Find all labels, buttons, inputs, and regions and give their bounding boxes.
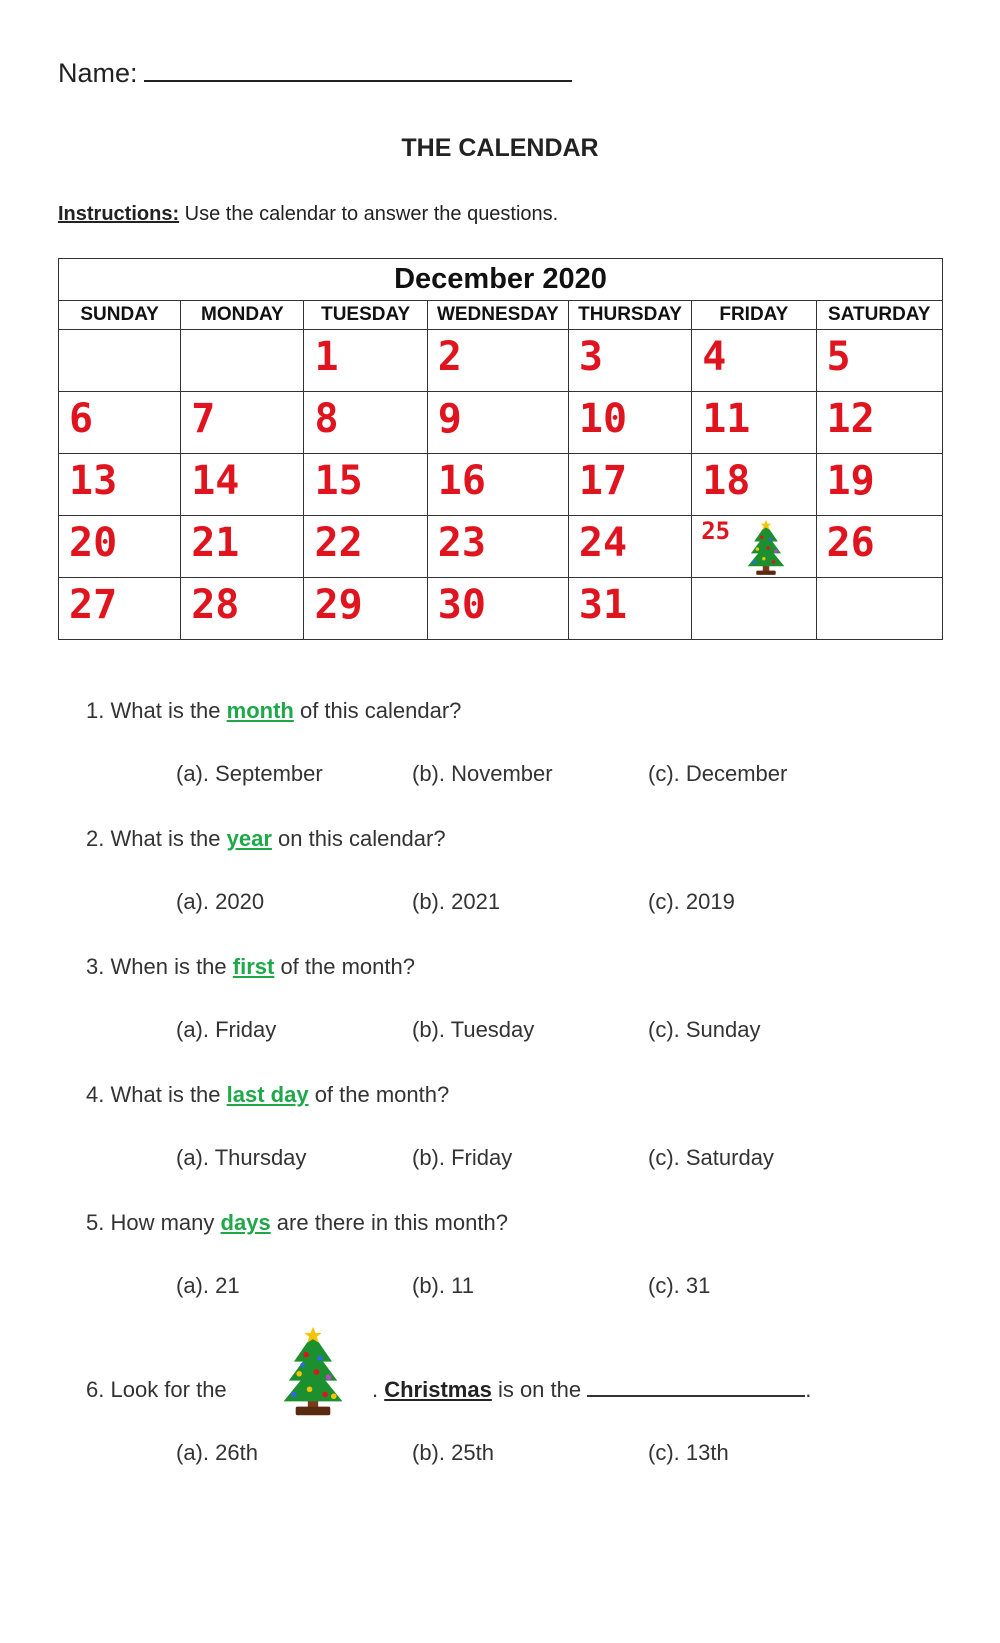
option-3c[interactable]: (c). Sunday <box>648 1017 761 1042</box>
day-cell <box>59 516 181 578</box>
weekday-header: TUESDAY <box>304 301 427 330</box>
day-cell <box>568 330 691 392</box>
day-number: 10 <box>578 396 628 442</box>
calendar-week <box>59 578 943 640</box>
name-blank-line[interactable] <box>144 60 572 82</box>
day-cell <box>427 578 568 640</box>
day-number: 20 <box>69 520 118 566</box>
option-1a[interactable]: (a). September <box>176 761 323 786</box>
weekday-header: SUNDAY <box>59 301 181 330</box>
day-number <box>692 578 815 584</box>
day-number <box>59 330 180 336</box>
option-5c[interactable]: (c). 31 <box>648 1273 711 1298</box>
day-number <box>181 330 303 336</box>
question-text: . <box>805 1377 812 1402</box>
day-number: 29 <box>314 582 363 628</box>
question-text: of this calendar? <box>293 698 462 723</box>
question-text: Look for the <box>110 1377 227 1402</box>
day-cell <box>568 454 691 516</box>
question-2 <box>86 826 446 852</box>
day-cell <box>568 392 691 454</box>
calendar-table <box>58 258 943 640</box>
day-cell <box>692 392 816 454</box>
day-number: 7 <box>191 396 216 442</box>
day-number: 11 <box>702 396 751 442</box>
option-5b[interactable]: (b). 11 <box>412 1273 474 1298</box>
day-cell <box>427 454 568 516</box>
day-number: 4 <box>702 334 727 380</box>
day-number: 3 <box>578 334 604 380</box>
day-cell <box>568 578 691 640</box>
question-number: 4. <box>86 1082 105 1107</box>
day-number: 27 <box>69 582 118 628</box>
day-cell <box>59 392 181 454</box>
day-number: 5 <box>826 334 851 380</box>
question-text: of the month? <box>274 954 415 979</box>
question-text: on this calendar? <box>271 826 446 851</box>
day-number: 1 <box>314 334 339 380</box>
option-1c[interactable]: (c). December <box>648 761 788 786</box>
option-4a[interactable]: (a). Thursday <box>176 1145 307 1170</box>
question-number: 3. <box>86 954 105 979</box>
day-cell <box>304 330 427 392</box>
question-text: What is the <box>110 1082 227 1107</box>
day-cell <box>181 516 304 578</box>
day-number: 16 <box>437 458 486 504</box>
christmas-tree-icon <box>270 1327 356 1417</box>
question-5 <box>86 1210 508 1236</box>
weekday-header: WEDNESDAY <box>427 301 568 330</box>
weekday-header: THURSDAY <box>568 301 691 330</box>
day-number: 14 <box>191 458 240 504</box>
day-number: 12 <box>826 396 875 442</box>
question-text: How many <box>110 1210 221 1235</box>
day-cell <box>181 392 304 454</box>
option-4c[interactable]: (c). Saturday <box>648 1145 774 1170</box>
option-6b[interactable]: (b). 25th <box>412 1440 494 1465</box>
answer-blank-line[interactable] <box>587 1377 805 1397</box>
day-number: 28 <box>191 582 240 628</box>
day-cell <box>427 330 568 392</box>
option-1b[interactable]: (b). November <box>412 761 553 786</box>
question-text: When is the <box>110 954 233 979</box>
question-keyword: last day <box>226 1082 309 1107</box>
option-2a[interactable]: (a). 2020 <box>176 889 265 914</box>
option-5a[interactable]: (a). 21 <box>176 1273 240 1298</box>
question-number: 5. <box>86 1210 105 1235</box>
option-6c[interactable]: (c). 13th <box>648 1440 729 1465</box>
question-keyword: first <box>232 954 275 979</box>
option-3b[interactable]: (b). Tuesday <box>412 1017 535 1042</box>
day-cell <box>568 516 691 578</box>
day-cell <box>692 578 816 640</box>
question-keyword: month <box>226 698 294 723</box>
day-cell <box>816 330 942 392</box>
day-cell <box>304 516 427 578</box>
day-number: 19 <box>826 458 875 504</box>
day-cell <box>816 516 942 578</box>
weekday-header: SATURDAY <box>816 301 942 330</box>
day-cell <box>692 454 816 516</box>
calendar-week <box>59 330 943 392</box>
option-4b[interactable]: (b). Friday <box>412 1145 513 1170</box>
day-cell <box>816 454 942 516</box>
question-text: . <box>372 1377 385 1402</box>
day-number: 2 <box>437 334 462 380</box>
question-keyword: Christmas <box>384 1377 492 1402</box>
question-text: are there in this month? <box>270 1210 508 1235</box>
instructions-text: Use the calendar to answer the questions. <box>179 203 559 225</box>
day-cell <box>181 330 304 392</box>
day-number: 21 <box>191 520 240 566</box>
day-number: 24 <box>578 520 628 566</box>
day-number: 15 <box>314 458 363 504</box>
question-text: of the month? <box>308 1082 450 1107</box>
instructions <box>58 203 558 226</box>
day-number: 22 <box>314 520 363 566</box>
day-cell <box>816 578 942 640</box>
day-number: 18 <box>702 458 751 504</box>
question-keyword: days <box>220 1210 271 1235</box>
calendar-month-year: December 2020 <box>59 259 943 301</box>
day-cell <box>427 392 568 454</box>
question-number: 1. <box>86 698 105 723</box>
instructions-label: Instructions: <box>58 203 180 225</box>
day-number: 17 <box>578 458 628 504</box>
day-number: 6 <box>69 396 94 442</box>
question-number: 6. <box>86 1377 105 1402</box>
question-1 <box>86 698 461 724</box>
day-number <box>817 578 942 584</box>
day-number: 30 <box>437 582 486 628</box>
day-number: 31 <box>578 582 628 628</box>
day-cell <box>304 578 427 640</box>
day-number: 26 <box>826 520 875 566</box>
calendar-week <box>59 516 943 578</box>
day-number: 9 <box>437 396 462 442</box>
weekday-header: FRIDAY <box>692 301 816 330</box>
day-cell <box>304 392 427 454</box>
question-3 <box>86 954 415 980</box>
question-number: 2. <box>86 826 105 851</box>
weekday-header: MONDAY <box>181 301 304 330</box>
question-text: What is the <box>110 698 227 723</box>
question-4 <box>86 1082 449 1108</box>
option-2c[interactable]: (c). 2019 <box>648 889 735 914</box>
day-cell <box>692 330 816 392</box>
name-field[interactable] <box>58 58 572 89</box>
christmas-day-cell <box>692 516 816 578</box>
day-cell <box>59 330 181 392</box>
question-text: What is the <box>110 826 227 851</box>
page-title: THE CALENDAR <box>401 134 599 162</box>
day-number: 13 <box>69 458 118 504</box>
calendar-week <box>59 454 943 516</box>
option-6a[interactable]: (a). 26th <box>176 1440 258 1465</box>
day-number: 23 <box>437 520 486 566</box>
question-6 <box>86 1377 227 1403</box>
day-cell <box>304 454 427 516</box>
question-text: is on the <box>491 1377 588 1402</box>
day-cell <box>181 578 304 640</box>
question-keyword: year <box>226 826 272 851</box>
day-cell <box>427 516 568 578</box>
day-cell <box>59 454 181 516</box>
christmas-tree-icon <box>744 520 788 576</box>
day-cell <box>181 454 304 516</box>
day-cell <box>59 578 181 640</box>
day-number: 8 <box>314 396 339 442</box>
question-6-continued <box>372 1377 811 1403</box>
name-label: Name: <box>58 58 138 88</box>
day-cell <box>816 392 942 454</box>
option-2b[interactable]: (b). 2021 <box>412 889 501 914</box>
calendar-week <box>59 392 943 454</box>
option-3a[interactable]: (a). Friday <box>176 1017 277 1042</box>
day-number: 25 <box>701 517 731 545</box>
